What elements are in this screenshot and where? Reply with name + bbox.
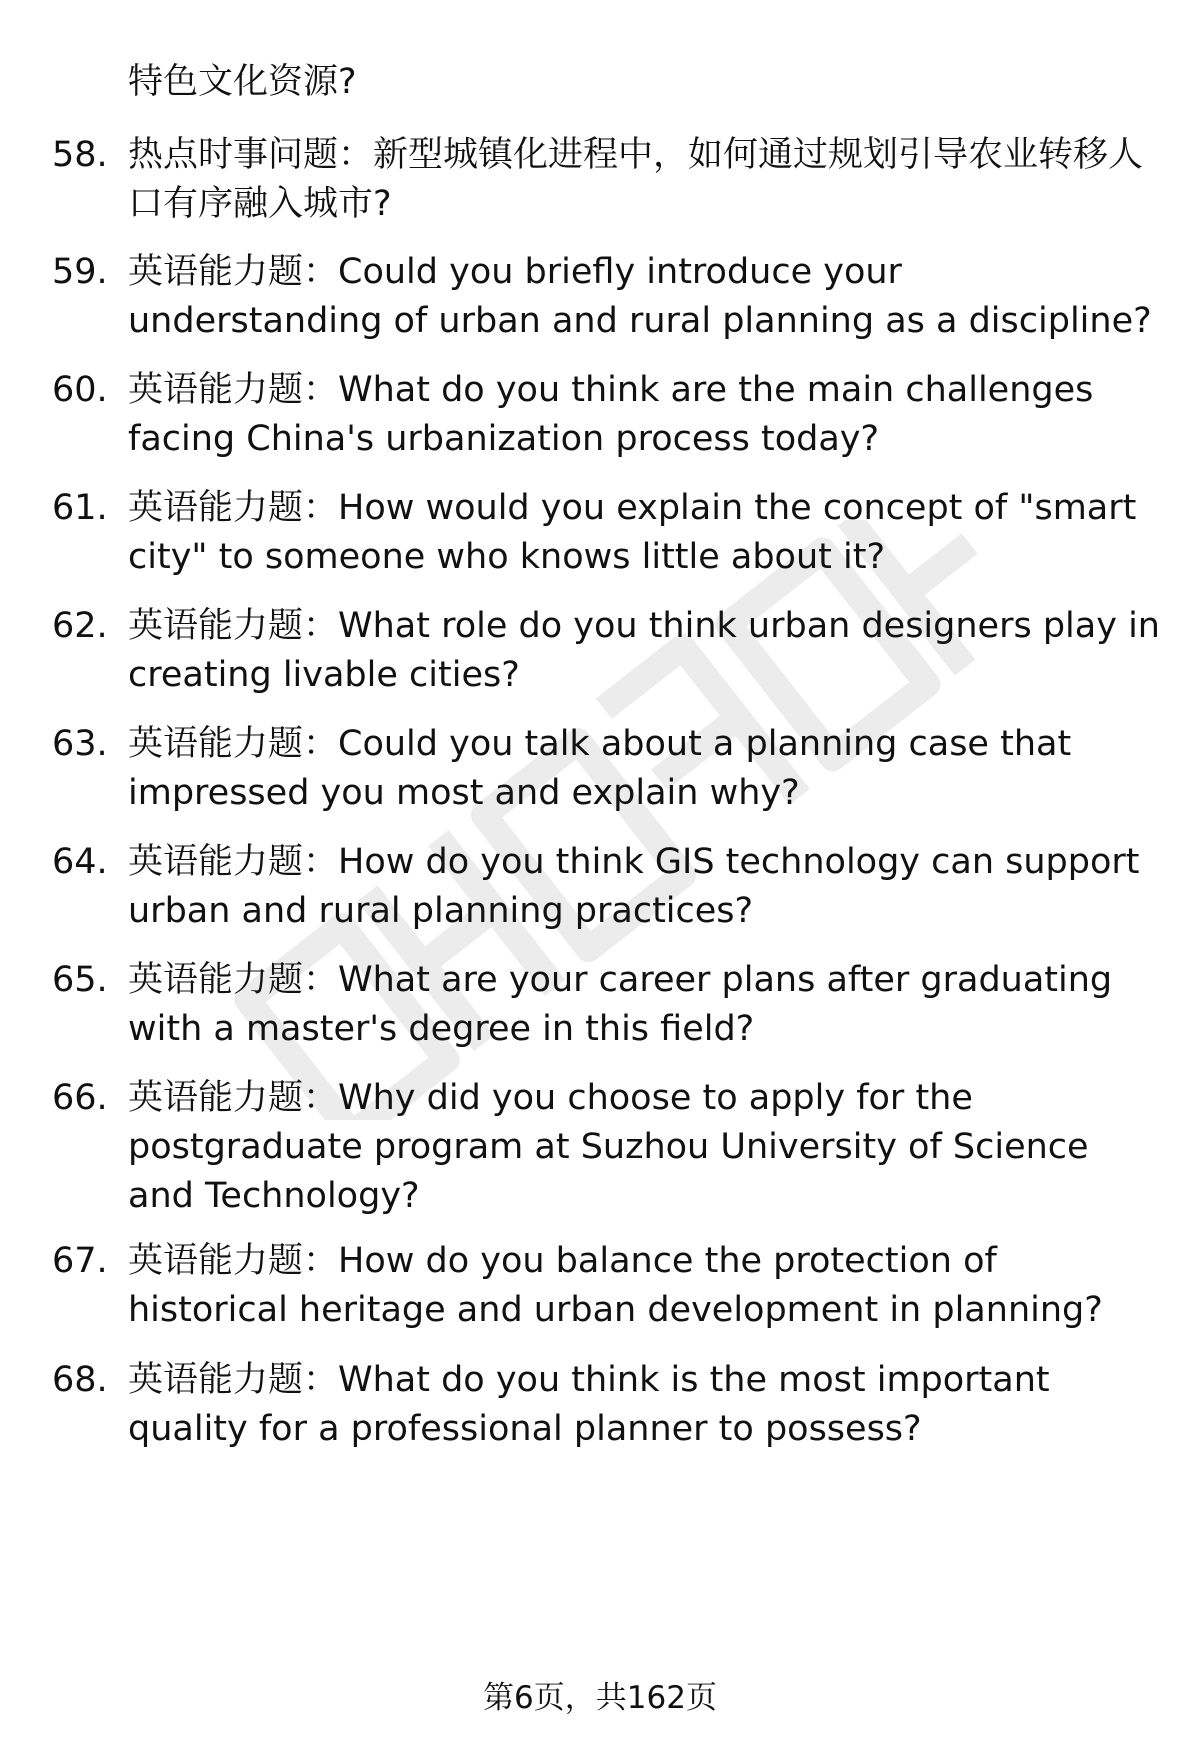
question-text: 热点时事问题：新型城镇化进程中，如何通过规划引导农业转移人口有序融入城市?	[128, 135, 1144, 224]
question-text: 英语能力题：What do you think are the main challenges facing China's urbanization process today?	[128, 370, 1094, 459]
question-text: 英语能力题：What role do you think urban designers play in creating livable cities?	[128, 606, 1160, 695]
question-item	[52, 956, 1164, 1054]
question-text: 英语能力题：Why did you choose to apply for the postgraduate program at Suzhou University of Science and Technology?	[128, 1078, 1089, 1216]
question-text: 英语能力题：How would you explain the concept of "smart city" to someone who knows little about it?	[128, 488, 1137, 577]
question-number: 60.	[52, 370, 108, 410]
question-item	[52, 602, 1164, 700]
continuation-text: 特色文化资源?	[128, 62, 357, 102]
question-item	[52, 366, 1164, 464]
question-number: 59.	[52, 252, 108, 292]
question-number: 66.	[52, 1078, 108, 1118]
question-number: 62.	[52, 606, 108, 646]
page-footer: 第6页，共162页	[483, 1680, 717, 1716]
question-number: 58.	[52, 135, 108, 175]
question-item	[52, 720, 1164, 818]
question-item	[52, 131, 1164, 229]
question-item	[52, 838, 1164, 936]
question-number: 67.	[52, 1241, 108, 1281]
question-number: 65.	[52, 960, 108, 1000]
question-item	[52, 1356, 1164, 1454]
question-item	[52, 1074, 1164, 1221]
question-text: 英语能力题：How do you think GIS technology can support urban and rural planning practices?	[128, 842, 1140, 931]
question-number: 63.	[52, 724, 108, 764]
question-text: 英语能力题：What are your career plans after graduating with a master's degree in this field?	[128, 960, 1113, 1049]
question-number: 68.	[52, 1360, 108, 1400]
question-item	[52, 484, 1164, 582]
question-item	[52, 1237, 1164, 1335]
question-text: 英语能力题：Could you talk about a planning case that impressed you most and explain why?	[128, 724, 1072, 813]
question-text: 英语能力题：Could you briefly introduce your understanding of urban and rural planning as a discipline?	[128, 252, 1152, 341]
question-text: 英语能力题：What do you think is the most important quality for a professional planner to possess?	[128, 1360, 1050, 1449]
question-item	[52, 248, 1164, 346]
question-number: 64.	[52, 842, 108, 882]
question-text: 英语能力题：How do you balance the protection of historical heritage and urban development in planning?	[128, 1241, 1103, 1330]
question-number: 61.	[52, 488, 108, 528]
